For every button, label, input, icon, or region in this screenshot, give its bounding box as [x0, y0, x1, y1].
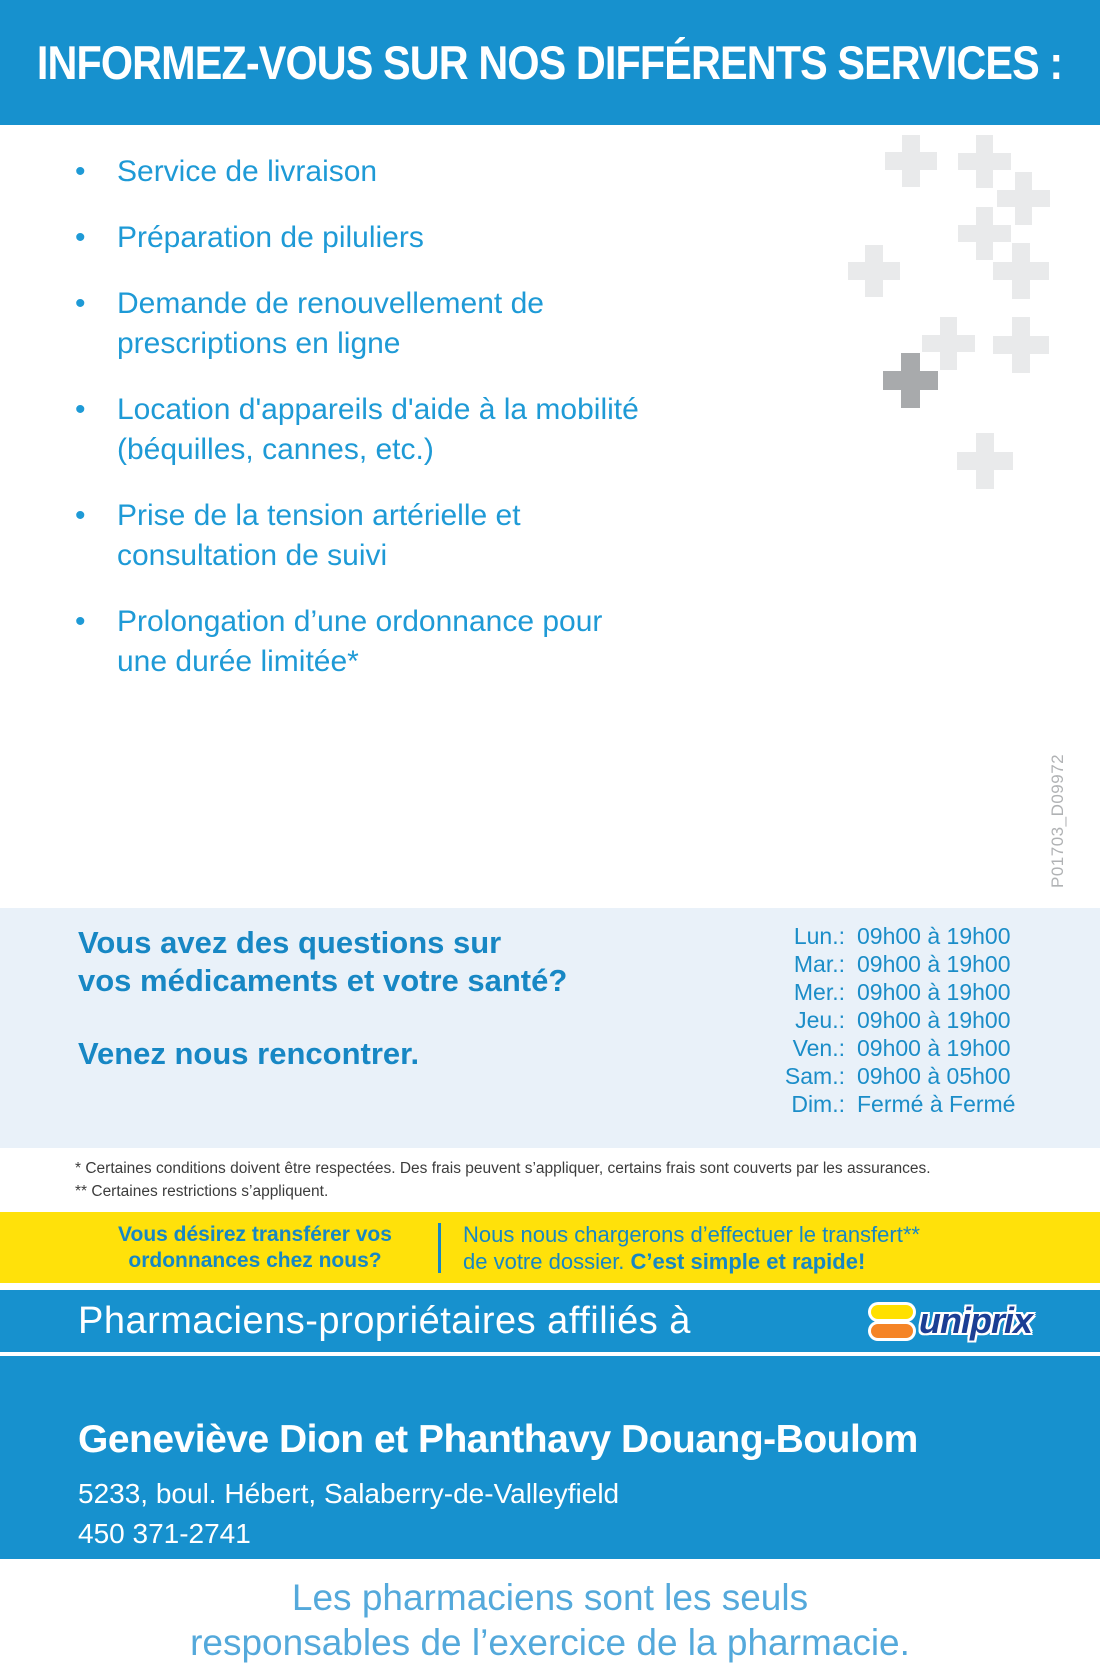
service-label: Prise de la tension artérielle et — [117, 499, 521, 532]
transfer-question-line1: Vous désirez transférer vos — [118, 1222, 392, 1246]
list-item — [75, 390, 775, 470]
bullet-icon: • — [75, 287, 86, 320]
logo-bar-orange — [871, 1324, 913, 1338]
day-label: Sam.: — [784, 1063, 845, 1089]
service-label: (béquilles, cannes, etc.) — [117, 433, 434, 466]
list-item — [75, 496, 775, 576]
affiliation-strip — [0, 1290, 1100, 1356]
questions-panel — [0, 908, 1100, 1148]
hours-value: Fermé à Fermé — [857, 1091, 1016, 1117]
service-label: Demande de renouvellement de — [117, 287, 544, 320]
day-label: Ven.: — [792, 1035, 845, 1061]
list-item — [75, 152, 775, 192]
services-list — [75, 152, 775, 708]
transfer-banner — [0, 1212, 1100, 1283]
pharmacy-phone: 450 371-2741 — [78, 1518, 251, 1549]
questions-heading — [78, 924, 567, 1000]
plus-icon — [848, 245, 900, 297]
uniprix-logo-bars-icon — [871, 1305, 913, 1338]
hours-value: 09h00 à 19h00 — [857, 951, 1011, 977]
plus-icon — [957, 433, 1013, 489]
transfer-answer-line2-regular: de votre dossier. — [463, 1248, 631, 1274]
day-label: Dim.: — [791, 1091, 845, 1117]
transfer-question — [90, 1222, 420, 1274]
day-label: Lun.: — [793, 923, 845, 949]
uniprix-logo — [871, 1300, 1032, 1342]
questions-heading-line2: vos médicaments et votre santé? — [78, 963, 568, 998]
legal-footer-line2: responsables de l’exercice de la pharmacie. — [190, 1622, 910, 1663]
day-label: Mar.: — [793, 951, 845, 977]
transfer-question-line2: ordonnances chez nous? — [128, 1248, 382, 1272]
plus-icon — [885, 135, 937, 187]
service-label: Préparation de piluliers — [117, 221, 424, 254]
contact-section — [0, 1356, 1100, 1559]
uniprix-wordmark: uniprix — [918, 1300, 1032, 1341]
hours-value: 09h00 à 19h00 — [857, 923, 1011, 949]
print-code: P01703_D09972 — [1048, 753, 1067, 888]
service-label: Location d'appareils d'aide à la mobilité — [117, 393, 639, 426]
service-label: Service de livraison — [117, 155, 378, 188]
service-label: consultation de suivi — [117, 539, 388, 572]
vertical-divider — [438, 1223, 441, 1273]
hours-value: 09h00 à 19h00 — [857, 1035, 1011, 1061]
header-band — [0, 0, 1100, 125]
day-label: Jeu.: — [795, 1007, 845, 1033]
fine-print-line1: * Certaines conditions doivent être respectées. Des frais peuvent s’appliquer, certains frais sont couverts par les assurances. — [75, 1160, 931, 1177]
plus-icon — [883, 353, 938, 408]
opening-hours-table — [765, 922, 1015, 1118]
plus-icon — [993, 243, 1049, 299]
legal-footer-line1: Les pharmaciens sont les seuls — [291, 1577, 809, 1618]
page-title: INFORMEZ-VOUS SUR NOS DIFFÉRENTS SERVICES : — [37, 36, 1063, 89]
fine-print-line2: ** Certaines restrictions s’appliquent. — [75, 1183, 329, 1200]
transfer-answer-line1: Nous nous chargerons d’effectuer le transfert** — [463, 1221, 920, 1247]
hours-value: 09h00 à 19h00 — [857, 979, 1011, 1005]
fine-print — [75, 1157, 931, 1203]
service-label: Prolongation d’une ordonnance pour — [117, 605, 603, 638]
plus-icon — [993, 317, 1049, 373]
day-label: Mer.: — [793, 979, 845, 1005]
bullet-icon: • — [75, 605, 86, 638]
affiliation-text: Pharmaciens-propriétaires affiliés à — [78, 1299, 691, 1342]
service-label: une durée limitée* — [117, 645, 359, 678]
legal-footer — [0, 1559, 1100, 1680]
bullet-icon: • — [75, 499, 86, 532]
hours-value: 09h00 à 19h00 — [857, 1007, 1011, 1033]
transfer-answer — [463, 1221, 920, 1275]
pharmacist-owners: Geneviève Dion et Phanthavy Douang-Boulom — [78, 1418, 918, 1461]
questions-heading-line1: Vous avez des questions sur — [78, 925, 502, 960]
logo-bar-yellow — [871, 1305, 913, 1319]
hours-value: 09h00 à 05h00 — [857, 1063, 1011, 1089]
service-label: prescriptions en ligne — [117, 327, 401, 360]
bullet-icon: • — [75, 155, 86, 188]
transfer-answer-line2 — [463, 1248, 920, 1275]
list-item — [75, 218, 775, 258]
bullet-icon: • — [75, 393, 86, 426]
transfer-answer-line2-bold: C’est simple et rapide! — [630, 1248, 866, 1274]
list-item — [75, 284, 775, 364]
bullet-icon: • — [75, 221, 86, 254]
pharmacy-address: 5233, boul. Hébert, Salaberry-de-Valleyfield — [78, 1478, 620, 1509]
meet-us-text: Venez nous rencontrer. — [78, 1036, 420, 1071]
list-item — [75, 602, 775, 682]
